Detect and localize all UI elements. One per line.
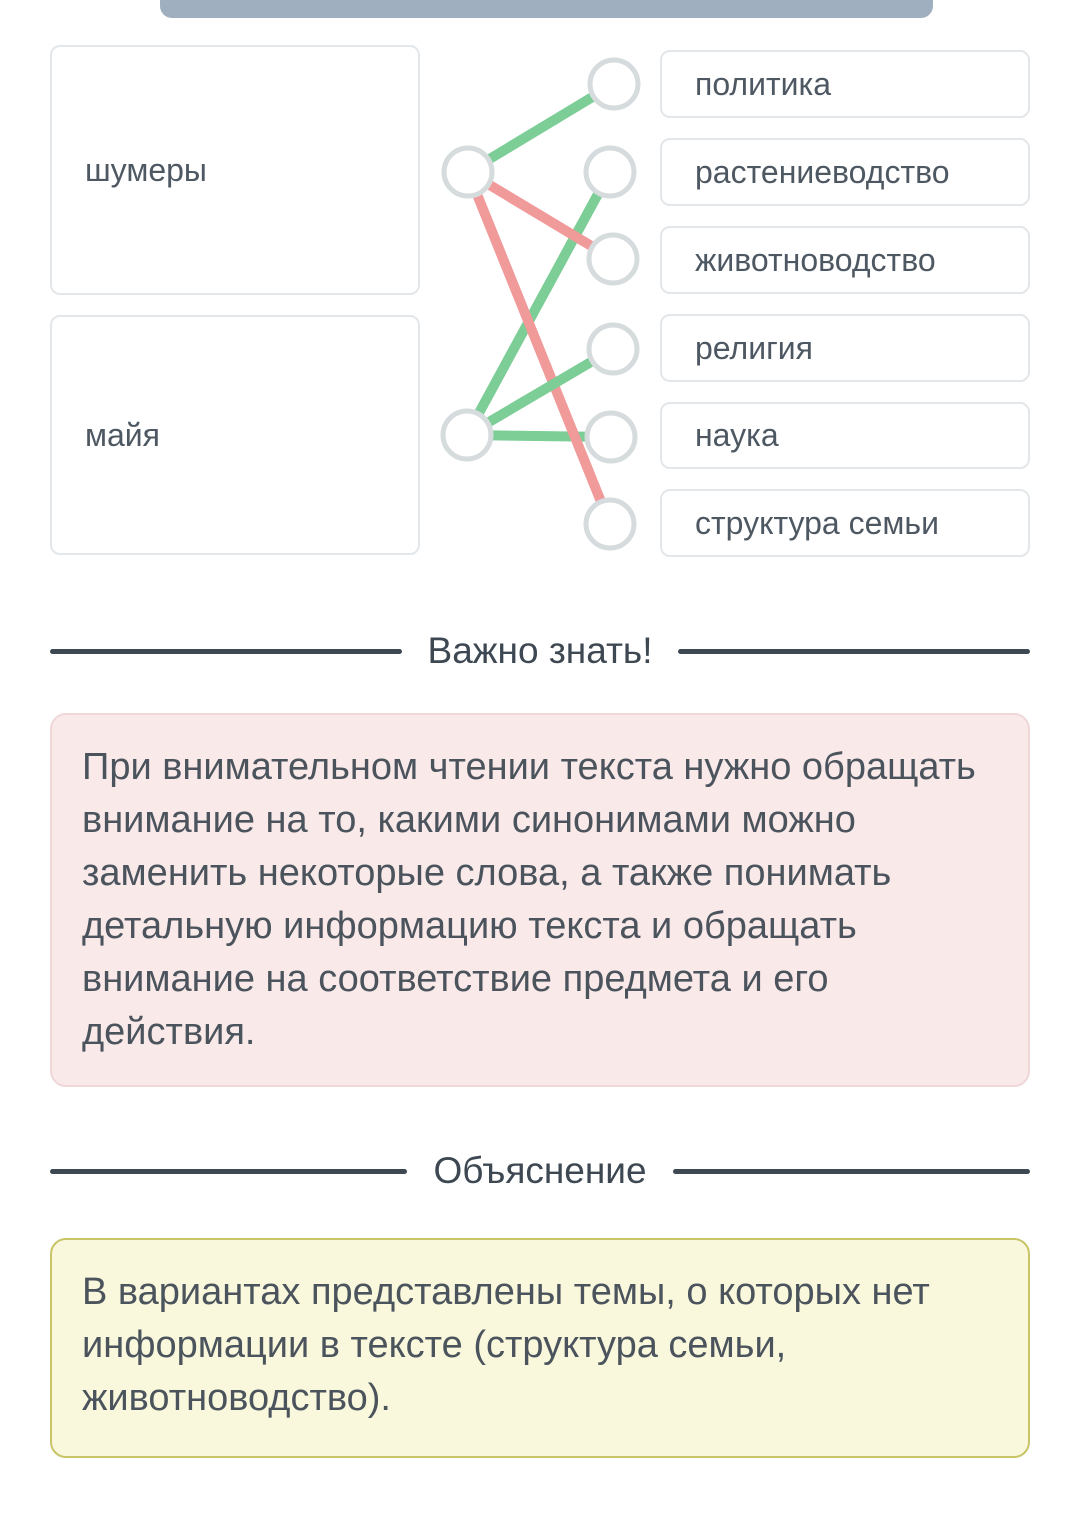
match-node[interactable] bbox=[444, 148, 492, 196]
match-node[interactable] bbox=[590, 60, 638, 108]
divider-rule bbox=[673, 1169, 1030, 1174]
match-node[interactable] bbox=[586, 500, 634, 548]
right-option-box[interactable] bbox=[660, 402, 1030, 469]
right-option-box[interactable] bbox=[660, 314, 1030, 382]
right-option-box[interactable] bbox=[660, 489, 1030, 557]
right-option-box[interactable] bbox=[660, 50, 1030, 118]
match-node[interactable] bbox=[587, 413, 635, 461]
match-node[interactable] bbox=[443, 411, 491, 459]
option-label: структура семьи bbox=[695, 504, 939, 541]
match-node[interactable] bbox=[589, 325, 637, 373]
option-label: религия bbox=[695, 329, 813, 366]
option-label: растениеводство bbox=[695, 153, 950, 190]
important-section-header bbox=[50, 630, 1030, 672]
section-title: Объяснение bbox=[433, 1150, 647, 1191]
right-option-box[interactable] bbox=[660, 138, 1030, 206]
option-label: майя bbox=[85, 416, 160, 453]
option-label: политика bbox=[695, 65, 831, 102]
match-node[interactable] bbox=[586, 148, 634, 196]
important-note: При внимательном чтении текста нужно обращать внимание на то, какими синонимами можно заменить некоторые слова, а также понимать детальную информацию текста и обращать внимание на соответствие предмета и его действия. bbox=[50, 713, 1030, 1087]
left-option-box[interactable] bbox=[50, 45, 420, 295]
divider-rule bbox=[50, 1169, 407, 1174]
explanation-note: В вариантах представлены темы, о которых нет информации в тексте (структура семьи, животноводство). bbox=[50, 1238, 1030, 1458]
matching-exercise bbox=[0, 0, 1080, 600]
divider-rule bbox=[678, 649, 1030, 654]
right-option-box[interactable] bbox=[660, 226, 1030, 294]
match-node[interactable] bbox=[589, 235, 637, 283]
option-label: шумеры bbox=[85, 151, 207, 188]
section-title: Важно знать! bbox=[427, 630, 653, 671]
option-label: животноводство bbox=[695, 241, 936, 278]
divider-rule bbox=[50, 649, 402, 654]
explanation-section-header bbox=[50, 1150, 1030, 1192]
option-label: наука bbox=[695, 417, 779, 453]
left-option-box[interactable] bbox=[50, 315, 420, 555]
